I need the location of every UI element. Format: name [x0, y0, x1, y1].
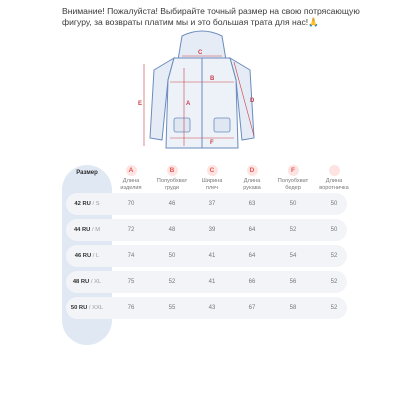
column-letter-badge: D — [247, 165, 258, 176]
column-label: Длина изделия — [120, 178, 142, 191]
table-cell: 58 — [289, 305, 297, 311]
table-cell: 64 — [248, 253, 256, 259]
table-cell: 76 — [127, 305, 135, 311]
table-cell: 75 — [127, 279, 135, 285]
size-table — [62, 163, 347, 348]
table-cell: 50 — [330, 227, 338, 233]
table-cell: 37 — [208, 201, 216, 207]
row-size-label: 46 RU / L — [74, 253, 100, 259]
table-cell: 52 — [330, 253, 338, 259]
table-cell: 39 — [208, 227, 216, 233]
table-cell: 41 — [208, 253, 216, 259]
column-label: Полуобхват бедер — [277, 178, 309, 191]
row-size-label: 42 RU / S — [74, 201, 100, 207]
column-letter-badge: F — [288, 165, 299, 176]
table-cell: 74 — [127, 253, 135, 259]
table-cell: 46 — [168, 201, 176, 207]
table-cell: 72 — [127, 227, 135, 233]
table-cell: 66 — [248, 279, 256, 285]
row-size-label: 44 RU / M — [73, 227, 101, 233]
column-label: Полуобхват груди — [156, 178, 188, 191]
label-d: D — [250, 98, 255, 104]
column-letter-badge: A — [126, 165, 137, 176]
table-cell: 48 — [168, 227, 176, 233]
table-cell: 43 — [208, 305, 216, 311]
table-cell: 41 — [208, 279, 216, 285]
label-e: E — [138, 101, 143, 107]
column-header — [192, 165, 232, 192]
table-cell: 54 — [289, 253, 297, 259]
label-c: C — [198, 50, 203, 56]
table-cell: 55 — [168, 305, 176, 311]
column-header — [314, 165, 354, 192]
column-label: Ширина плеч — [201, 178, 223, 191]
table-cell: 56 — [289, 279, 297, 285]
column-label: Длина рукава — [243, 178, 261, 191]
size-notice: Внимание! Пожалуйста! Выбирайте точный размер на свою потрясающую фигуру, за возвраты платим мы и это большая трата для нас!🙏 — [62, 6, 360, 27]
table-cell: 52 — [330, 279, 338, 285]
label-a: A — [186, 101, 191, 107]
label-b: B — [210, 76, 215, 82]
column-label: Длина воротничка — [319, 178, 349, 191]
table-cell: 52 — [330, 305, 338, 311]
column-header — [111, 165, 151, 192]
table-cell: 67 — [248, 305, 256, 311]
table-cell: 50 — [168, 253, 176, 259]
column-letter-badge: B — [167, 165, 178, 176]
column-header — [232, 165, 272, 192]
row-size-label: 50 RU / XXL — [70, 305, 104, 311]
size-header: Размер — [76, 170, 98, 176]
table-cell: 52 — [289, 227, 297, 233]
table-cell: 64 — [248, 227, 256, 233]
column-letter-badge — [329, 165, 340, 176]
jacket-diagram — [130, 30, 275, 160]
column-header — [273, 165, 313, 192]
table-cell: 70 — [127, 201, 135, 207]
column-header — [152, 165, 192, 192]
row-size-label: 48 RU / XL — [72, 279, 102, 285]
table-cell: 52 — [168, 279, 176, 285]
table-cell: 50 — [289, 201, 297, 207]
column-letter-badge: C — [207, 165, 218, 176]
label-f: F — [210, 140, 214, 146]
table-cell: 63 — [248, 201, 256, 207]
table-cell: 50 — [330, 201, 338, 207]
